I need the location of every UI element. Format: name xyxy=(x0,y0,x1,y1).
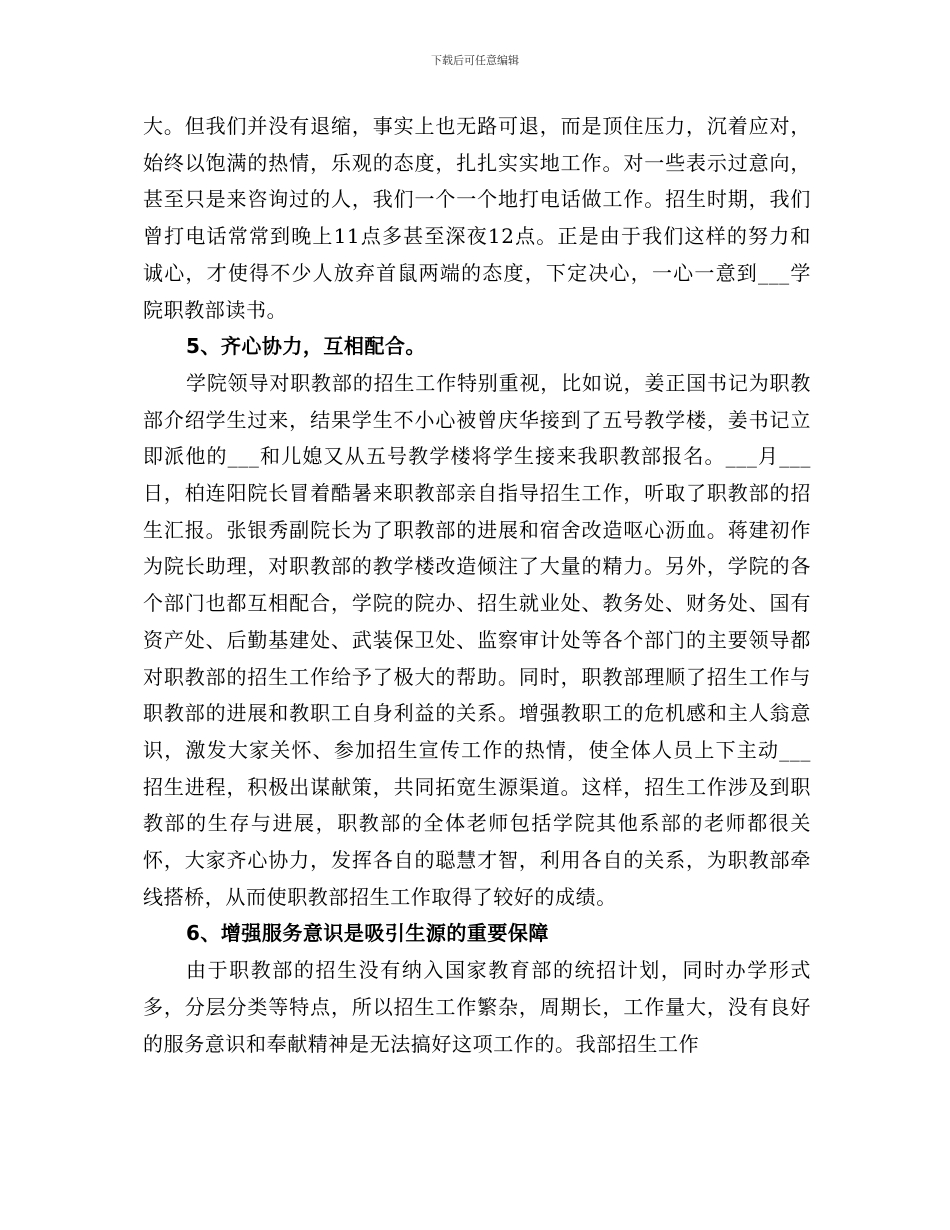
paragraph-service-awareness: 由于职教部的招生没有纳入国家教育部的统招计划，同时办学形式多，分层分类等特点，所以招生工作繁杂，周期长，工作量大，没有良好的服务意识和奉献精神是无法搞好这项工作的。我部招生工作 xyxy=(143,958,811,1056)
document-body xyxy=(143,108,811,1062)
paragraph-enrollment-effort: 大。但我们并没有退缩，事实上也无路可退，而是顶住压力，沉着应对，始终以饱满的热情，乐观的态度，扎扎实实地工作。对一些表示过意向，甚至只是来咨询过的人，我们一个一个地打电话做工作。招生时期，我们曾打电话常常到晚上11点多甚至深夜12点。正是由于我们这样的努力和诚心，才使得不少人放弃首鼠两端的态度，下定决心，一心一意到___学院职教部读书。 xyxy=(143,114,811,322)
section-heading-6: 6、增强服务意识是吸引生源的重要保障 xyxy=(186,921,549,946)
paragraph-cooperation: 学院领导对职教部的招生工作特别重视，比如说，姜正国书记为职教部介绍学生过来，结果学生不小心被曾庆华接到了五号教学楼，姜书记立即派他的___和儿媳又从五号教学楼将学生接来我职教部报名。___月___日，柏连阳院长冒着酷暑来职教部亲自指导招生工作，听取了职教部的招生汇报。张银秀副院长为了职教部的进展和宿舍改造呕心沥血。蒋建初作为院长助理，对职教部的教学楼改造倾注了大量的精力。另外，学院的各个部门也都互相配合，学院的院办、招生就业处、教务处、财务处、国有资产处、后勤基建处、武装保卫处、监察审计处等各个部门的主要领导都对职教部的招生工作给予了极大的帮助。同时，职教部理顺了招生工作与职教部的进展和教职工自身利益的关系。增强教职工的危机感和主人翁意识，激发大家关怀、参加招生宣传工作的热情，使全体人员上下主动___招生进程，积极出谋献策，共同拓宽生源渠道。这样，招生工作涉及到职教部的生存与进展，职教部的全体老师包括学院其他系部的老师都很关怀，大家齐心协力，发挥各自的聪慧才智，利用各自的关系，为职教部牵线搭桥，从而使职教部招生工作取得了较好的成绩。 xyxy=(143,370,811,909)
page-header: 下载后可任意编辑 xyxy=(431,54,519,67)
section-heading-5: 5、齐心协力，互相配合。 xyxy=(186,334,426,359)
